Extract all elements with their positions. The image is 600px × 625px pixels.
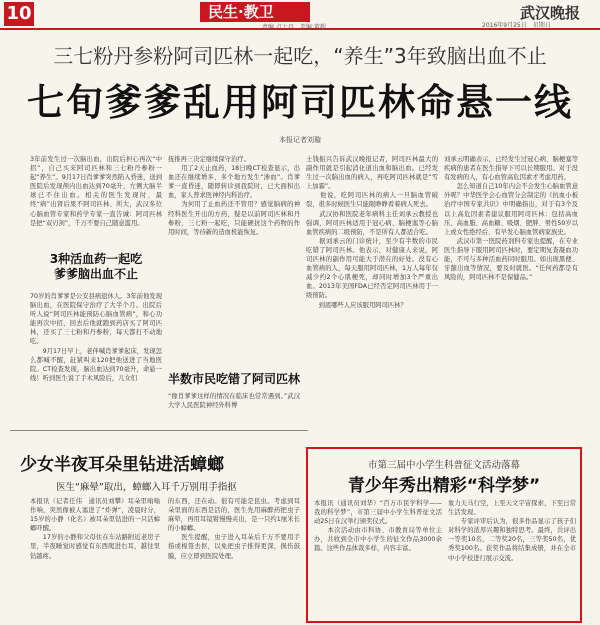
story1-headline: 七旬爹爹乱用阿司匹林命悬一线 — [27, 81, 573, 124]
story1-byline: 本报记者刘璇 — [279, 136, 321, 144]
page-header — [0, 0, 600, 30]
box-kicker: 市第三届中小学生科普征文活动落幕 — [367, 460, 520, 471]
story1-column-3: 士钱振兴告诉武汉晚报记者，阿司匹林最大的副作用就是引起消化道出血和脑出血。已经发生过一次脑出血的病人，再吃阿司匹林就是“雪上加霜”。 他说，吃阿司匹林的病人一旦脑血管破裂，很多时候医生只能眼睁睁看着病人死去。 武汉协和医院老年病科主任刘承云教授也强调，阿司匹林适用于冠心病、脑梗塞等心脑血管疾病的二级预防，不是所有人都适合吃。 据刘承云的门诊统计，至少有半数的市民吃错了阿司匹林。他表示，对健康人来说，阿司匹林的副作用可能大于潜在的好处。没有心血管病的人，每天服用阿司匹林，1万人每年仅减少约2个心肌梗死，却同时增加3个严重出血。2013年美国FDA已经否定阿司匹林用于一级预防。 到底哪些人应该服用阿司匹林？ — [306, 156, 438, 309]
issue-date: 2016年9月25日 星期日 — [482, 22, 551, 29]
box-column-1: 本报讯（通讯员刘华）“百万市民学科学——我的科学梦”，市第三届中小学生科普征文活动25日在汉举行颁奖仪式。 本次活动由市科协、市教育局等单位主办，共收到全市中小学生的征文作品3000余篇。这些作品体裁多样，内容丰富。 — [314, 500, 442, 553]
science-essay-box — [306, 447, 582, 623]
paper-name: 武汉晚报 — [520, 4, 581, 22]
story2-column-2: 的东西，还在动。很有可能是昆虫。考虑到耳朵里面的东西是活的，医生先用麻醉药把虫子麻晕，再用耳镜钳慢慢夹出，是一只约1厘米长的小蟑螂。 医生提醒，虫子进入耳朵后千万不要用手指或棉签去抠，以免把虫子推得更深，损伤鼓膜，应立即到医院处理。 — [168, 498, 300, 560]
story1-column-2a: 抚推再三决定继续保守治疗。 用了2天止血药，18日晚CT检查显示，出血还在继续增多，多个地方发生“渗血”。肖爹爹一直昏迷，随即转诊到我院时，已大面积出血，家人普求医神经内科治疗。 为何用了止血药还不管用？感觉脑病的神经科医生开出的方药，疑是以前阿司匹林和丹参粉、三七粉一起吃，只能硬抗这个药物的作用时间，等待新的造血机能恢复。 — [168, 156, 300, 236]
story1-kicker: 三七粉丹参粉阿司匹林一起吃，“养生”3年致脑出血不止 — [53, 44, 547, 68]
section-label: 民生·教卫 — [200, 2, 310, 22]
story2-column-1: 本报讯（记者任伟 通讯员刘攀）耳朵里嗡嗡作响，突然像被人塞进了“炸弹”，凌晨时分，15岁的小静（化名）被耳朵里钻进的一只活蟑螂吓醒。 17岁的小静和父母住在车站路附近老房子里，半夜睡觉时感觉有东西爬进右耳，越往里钻越疼。 — [30, 498, 160, 560]
box-headline: 青少年秀出精彩“科学梦” — [347, 476, 541, 496]
story1-column-4: 刘承云明确表示，已经发生过冠心病、脑梗塞等疾病的患者在医生指导下可以长期服用。对于没有发病的人，有心血管高危因素才考虑用药。 怎么知道自己10年内会不会发生心脑血管意外呢？中华医学会心血管分会制定的《抗血小板治疗中国专家共识》中明确指出，对于有3个及以上高危因素者建议服用阿司匹林：包括高血压、高血脂、高血糖、吸烟、肥胖、男性50岁以上或女性绝经后、有早发心脑血管病家族史。 武汉市第一医院药剂科专家也提醒，在专业医生指导下服用阿司匹林时，要定期复查凝血功能，不可与多种活血药同时服用。如出现黑便、牙龈出血等情况，要及时就医。“任何药都是有风险的，阿司匹林不是保健品。” — [444, 156, 578, 282]
story1-column-1b: 70岁的肖爹爹是公安县病退休人。3年前他发现脑出血，在医院保守治疗了大半个月。出院后听人说“阿司匹林能预防心脑血管病”，和心功能再次中招，回去后他就跑到药店买了阿司匹林，还买了三七粉和丹参粉，每天都打不动地吃。 9月17日早上，老伴喊肖爹爹起床，发现怎么都喊不醒，赶紧叫来120把他送进了当地医院。CT检查发现，脑出血达到70毫升，命悬一线！听到医生说了手术风险后，儿女们 — [30, 293, 162, 382]
story1-subhead-2: 半数市民吃错了阿司匹林 — [168, 372, 301, 386]
section-divider — [10, 430, 308, 431]
story2-headline: 少女半夜耳朵里钻进活蟑螂 — [20, 455, 224, 475]
story1-column-2b: “像肖爹爹这样的情况在临床也常常遇到。”武汉大学人民医院神经外科博 — [168, 393, 300, 410]
editor-credits: 责编 卢士昌 美编 董超 — [262, 24, 326, 31]
story2-deck: 医生“麻晕”取出，蟑螂入耳千万别用手指抠 — [56, 482, 237, 493]
page-number: 10 — [4, 2, 34, 26]
story1-column-1a: 3年前发生过一次脑出血，出院后担心再次“中招”，自己买来阿司匹林和三七粉丹参粉一起“养生”。9月17日肖爹爹突然陷入昏迷，送到医院后发现颅内出血达到70毫升，左侧大脑半球已不住出血。相关的医生发现时，最终“病”出肾后果不阿司匹林、所大，武汉多位心脑血管专家和药学专家一直告诫：阿司匹林是把“双刃剑”，千万不要自己随意滥用。 — [30, 156, 162, 227]
box-column-2: 象力天马行空，上至天文宇宙探索，下至日常生活发现。 专家评审后认为，很多作品显示了孩子们对科学的浓厚兴趣和独特思考。最终，共评出一等奖10名，二等奖20名，三等奖50名，优秀奖100名。获奖作品将结集成册，并在全市中小学校进行展示交流。 — [448, 500, 576, 562]
story1-subhead-1: 3种活血药一起吃 爹爹脑出血不止 — [49, 252, 143, 281]
